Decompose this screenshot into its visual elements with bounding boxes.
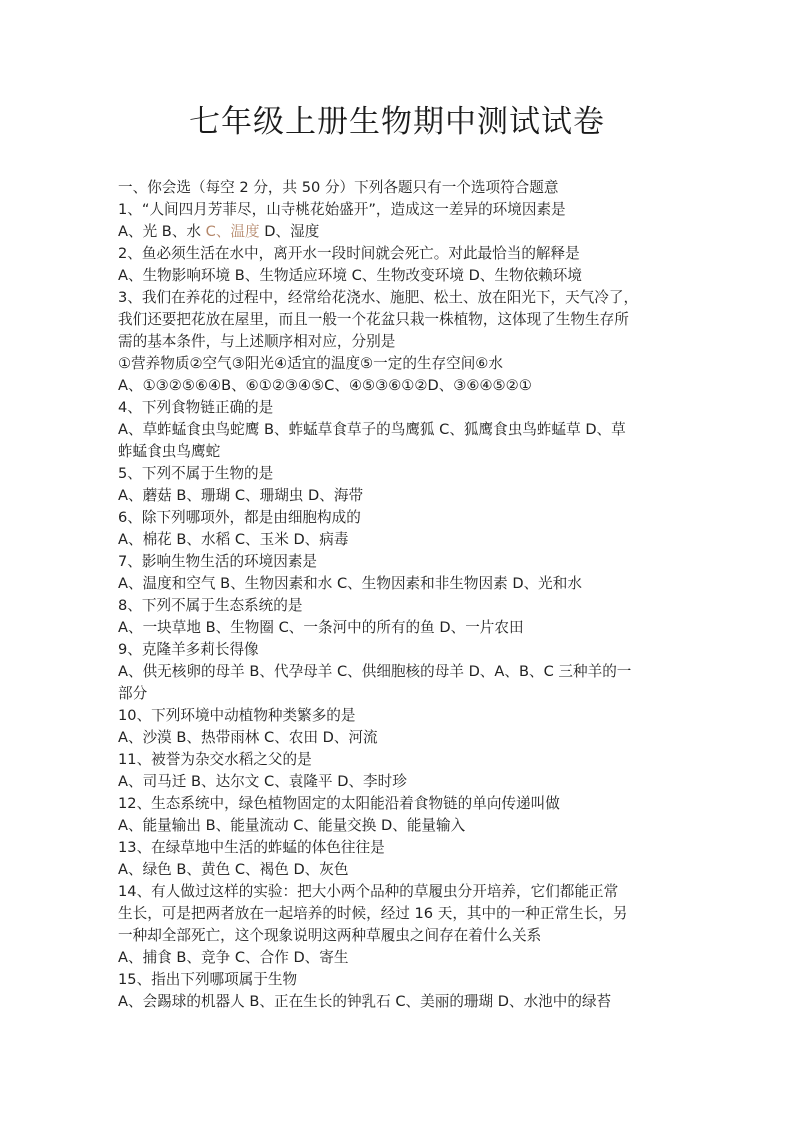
question-3-line-3: 需的基本条件，与上述顺序相对应，分别是 xyxy=(118,333,396,350)
question-12: 12、生态系统中，绿色植物固定的太阳能沿着食物链的单向传递叫做 xyxy=(118,795,560,812)
question-4: 4、下列食物链正确的是 xyxy=(118,399,274,416)
answer-15: A、会踢球的机器人 B、正在生长的钟乳石 C、美丽的珊瑚 D、水池中的绿苔 xyxy=(118,993,612,1010)
answer-7: A、温度和空气 B、生物因素和水 C、生物因素和非生物因素 D、光和水 xyxy=(118,575,582,592)
answer-9-line-2: 部分 xyxy=(118,685,148,702)
question-6: 6、除下列哪项外，都是由细胞构成的 xyxy=(118,509,361,526)
answer-5: A、蘑菇 B、珊瑚 C、珊瑚虫 D、海带 xyxy=(118,487,364,504)
question-3-items: ①营养物质②空气③阳光④适宜的温度⑤一定的生存空间⑥水 xyxy=(118,355,503,372)
answer-13: A、绿色 B、黄色 C、褐色 D、灰色 xyxy=(118,861,349,878)
section-header: 一、你会选（每空 2 分，共 50 分）下列各题只有一个选项符合题意 xyxy=(118,179,559,196)
question-section xyxy=(118,177,683,1013)
question-9: 9、克隆羊多莉长得像 xyxy=(118,641,259,658)
question-1: 1、“人间四月芳菲尽，山寺桃花始盛开”，造成这一差异的环境因素是 xyxy=(118,201,566,218)
page-title: 七年级上册生物期中测试试卷 xyxy=(189,104,605,140)
question-14-line-1: 14、有人做过这样的实验：把大小两个品种的草履虫分开培养，它们都能正常 xyxy=(118,883,619,900)
question-10: 10、下列环境中动植物种类繁多的是 xyxy=(118,707,356,724)
answer-11: A、司马迁 B、达尔文 C、袁隆平 D、李时珍 xyxy=(118,773,407,790)
answer-4-line-2: 蚱蜢食虫鸟鹰蛇 xyxy=(118,443,221,460)
answer-8: A、一块草地 B、生物圈 C、一条河中的所有的鱼 D、一片农田 xyxy=(118,619,524,636)
question-3-line-2: 我们还要把花放在屋里，而且一般一个花盆只栽一株植物，这体现了生物生存所 xyxy=(118,311,629,328)
answer-2: A、生物影响环境 B、生物适应环境 C、生物改变环境 D、生物依赖环境 xyxy=(118,267,582,284)
question-14-line-3: 一种却全部死亡，这个现象说明这两种草履虫之间存在着什么关系 xyxy=(118,927,542,944)
answer-1-part-b: D、湿度 xyxy=(259,223,320,240)
answer-10: A、沙漠 B、热带雨林 C、农田 D、河流 xyxy=(118,729,378,746)
question-13: 13、在绿草地中生活的蚱蜢的体色往往是 xyxy=(118,839,385,856)
question-14-line-2: 生长，可是把两者放在一起培养的时候，经过 16 天，其中的一种正常生长，另 xyxy=(118,905,628,922)
answer-12: A、能量输出 B、能量流动 C、能量交换 D、能量输入 xyxy=(118,817,466,834)
answer-1-part-a: A、光 B、水 xyxy=(118,223,202,240)
question-11: 11、被誉为杂交水稻之父的是 xyxy=(118,751,312,768)
answer-4-line-1: A、草蚱蜢食虫鸟蛇鹰 B、蚱蜢草食草子的鸟鹰狐 C、狐鹰食虫鸟蚱蜢草 D、草 xyxy=(118,421,626,438)
answer-14: A、捕食 B、竞争 C、合作 D、寄生 xyxy=(118,949,349,966)
answer-1 xyxy=(118,221,683,243)
question-3-line-1: 3、我们在养花的过程中，经常给花浇水、施肥、松土、放在阳光下，天气冷了， xyxy=(118,289,639,306)
question-7: 7、影响生物生活的环境因素是 xyxy=(118,553,318,570)
answer-3: A、①③②⑤⑥④B、⑥①②③④⑤C、④⑤③⑥①②D、③⑥④⑤②① xyxy=(118,377,532,394)
question-5: 5、下列不属于生物的是 xyxy=(118,465,274,482)
answer-9-line-1: A、供无核卵的母羊 B、代孕母羊 C、供细胞核的母羊 D、A、B、C 三种羊的一 xyxy=(118,663,632,680)
question-8: 8、下列不属于生态系统的是 xyxy=(118,597,303,614)
question-2: 2、鱼必须生活在水中，离开水一段时间就会死亡。对此最恰当的解释是 xyxy=(118,245,580,262)
answer-6: A、棉花 B、水稻 C、玉米 D、病毒 xyxy=(118,531,349,548)
question-15: 15、指出下列哪项属于生物 xyxy=(118,971,298,988)
answer-1-highlighted-option: C、温度 xyxy=(201,223,260,240)
